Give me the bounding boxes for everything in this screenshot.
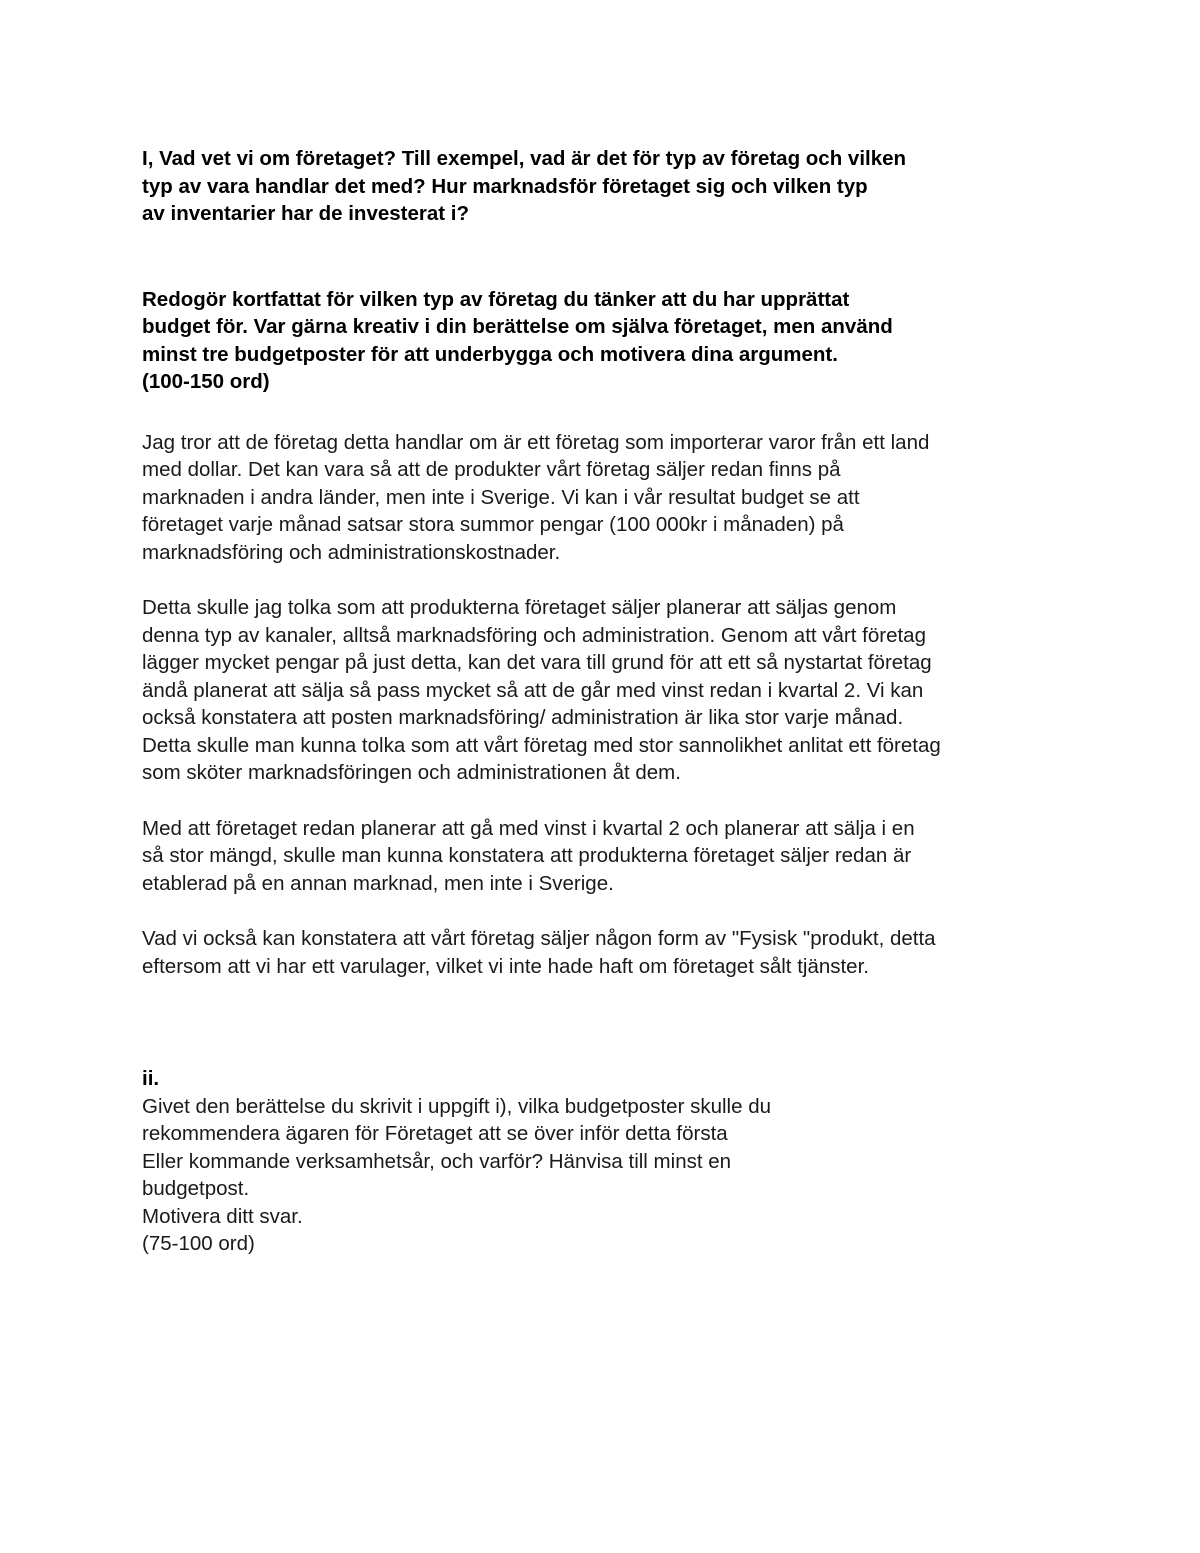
answer-line: eftersom att vi har ett varulager, vilket vi inte hade haft om företaget sålt tjänster. (142, 954, 869, 978)
answer-line: med dollar. Det kan vara så att de produkter vårt företag säljer redan finns på (142, 458, 841, 481)
word-limit: (75-100 ord) (142, 1232, 255, 1255)
question-ii-line: Motivera ditt svar. (142, 1204, 303, 1228)
question-i-line: I, Vad vet vi om företaget? Till exempel, vad är det för typ av företag och vilken (142, 147, 907, 170)
answer-line: som sköter marknadsföringen och administrationen åt dem. (142, 761, 681, 784)
question-i-line: typ av vara handlar det med? Hur marknadsför företaget sig och vilken typ (142, 174, 868, 198)
answer-line: Med att företaget redan planerar att gå med vinst i kvartal 2 och planerar att sälja i en (142, 816, 915, 840)
document-page (142, 145, 1082, 1258)
answer-line: denna typ av kanaler, alltså marknadsföring och administration. Genom att vårt företag (142, 623, 926, 647)
task-line: budget för. Var gärna kreativ i din berättelse om själva företaget, men använd (142, 315, 893, 338)
answer-paragraph (142, 594, 1082, 787)
answer-line: Detta skulle man kunna tolka som att vårt företag med stor sannolikhet anlitat ett företag (142, 733, 941, 757)
section-ii-heading: ii. (142, 1067, 160, 1090)
question-ii-line: rekommendera ägaren för Företaget att se över inför detta första (142, 1122, 728, 1145)
question-ii-line: budgetpost. (142, 1177, 250, 1200)
answer-line: så stor mängd, skulle man kunna konstatera att produkterna företaget säljer redan är (142, 844, 912, 867)
question-i-line: av inventarier har de investerat i? (142, 202, 469, 225)
word-limit: (100-150 ord) (142, 370, 270, 393)
answer-line: etablerad på en annan marknad, men inte i Sverige. (142, 871, 614, 895)
answer-line: marknadsföring och administrationskostnader. (142, 540, 561, 564)
task-line: minst tre budgetposter för att underbygga och motivera dina argument. (142, 342, 838, 366)
answer-line: Vad vi också kan konstatera att vårt företag säljer någon form av "Fysisk "produkt, detta (142, 927, 936, 950)
task-line: Redogör kortfattat för vilken typ av företag du tänker att du har upprättat (142, 287, 850, 311)
question-ii-line: Eller kommande verksamhetsår, och varför? Hänvisa till minst en (142, 1149, 732, 1173)
answer-line: Detta skulle jag tolka som att produkterna företaget säljer planerar att säljas genom (142, 596, 897, 619)
answer-line: företaget varje månad satsar stora summor pengar (100 000kr i månaden) på (142, 513, 844, 536)
answer-line: marknaden i andra länder, men inte i Sverige. Vi kan i vår resultat budget se att (142, 485, 860, 509)
answer-line: lägger mycket pengar på just detta, kan det vara till grund för att ett så nystartat företag (142, 651, 932, 674)
answer-line: Jag tror att de företag detta handlar om är ett företag som importerar varor från ett land (142, 430, 930, 454)
answer-paragraph (142, 429, 1082, 567)
question-ii (142, 1065, 1082, 1258)
answer-paragraph (142, 925, 1082, 980)
answer-line: ändå planerat att sälja så pass mycket så att de går med vinst redan i kvartal 2. Vi kan (142, 678, 924, 702)
answer-line: också konstatera att posten marknadsföring/ administration är lika stor varje månad. (142, 706, 904, 729)
answer-paragraph (142, 815, 1082, 898)
task-instructions (142, 286, 1082, 396)
question-i (142, 145, 1082, 228)
question-ii-line: Givet den berättelse du skrivit i uppgift i), vilka budgetposter skulle du (142, 1094, 771, 1118)
